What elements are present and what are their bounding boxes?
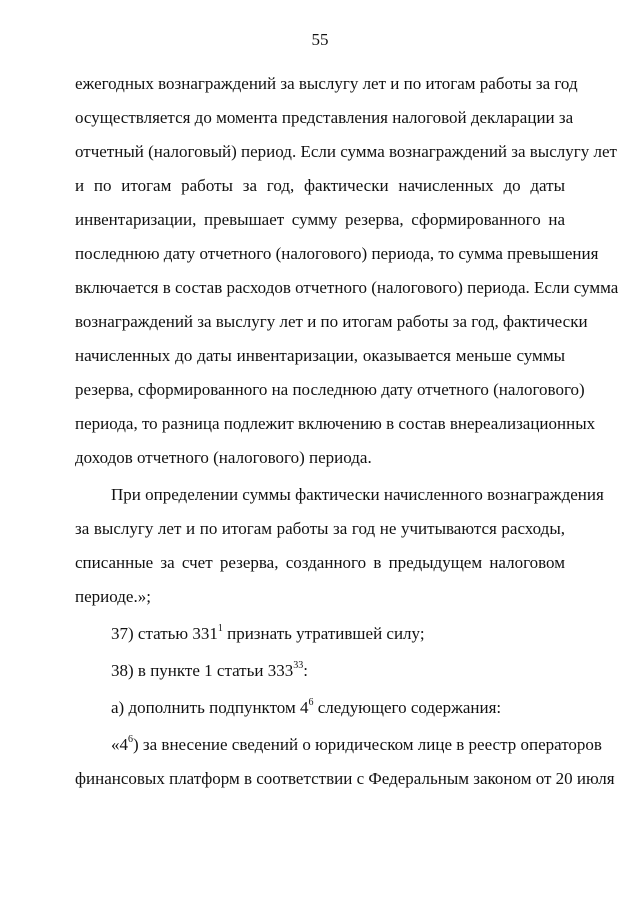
text-line: включается в состав расходов отчетного (налогового) периода. Если сумма (75, 278, 619, 297)
item-38-text-end: : (303, 661, 308, 680)
text-line: вознаграждений за выслугу лет и по итогам работы за год, фактически (75, 312, 588, 331)
item-37-text-end: признать утратившей силу; (222, 624, 425, 643)
item-a-text: а) дополнить подпунктом 4 (111, 698, 309, 717)
text-line: При определении суммы фактически начисленного вознаграждения (111, 485, 604, 504)
item-37-text: 37) статью 331 (111, 624, 218, 643)
text-line: финансовых платформ в соответствии с Федеральным законом от 20 июля (75, 769, 615, 788)
quoted-subitem-superscript: 6 (128, 734, 133, 746)
text-line: и по итогам работы за год, фактически начисленных до даты (75, 176, 565, 195)
page-number: 55 (311, 30, 329, 49)
text-line: последнюю дату отчетного (налогового) периода, то сумма превышения (75, 244, 599, 263)
quoted-subitem (111, 734, 602, 756)
text-line: периоде.»; (75, 587, 151, 606)
text-line: списанные за счет резерва, созданного в предыдущем налоговом (75, 553, 565, 572)
text-line: периода, то разница подлежит включению в состав внереализационных (75, 414, 596, 433)
item-38-superscript: 33 (293, 660, 304, 672)
item-37 (111, 623, 565, 645)
text-line: осуществляется до момента представления налоговой декларации за (75, 108, 574, 127)
item-a-superscript: 6 (308, 697, 314, 709)
quoted-subitem-text-end: ) за внесение сведений о юридическом лице в реестр операторов (133, 735, 602, 754)
item-a-text-end: следующего содержания: (313, 698, 502, 717)
text-line: отчетный (налоговый) период. Если сумма вознаграждений за выслугу лет (75, 142, 617, 161)
text-line: ежегодных вознаграждений за выслугу лет и по итогам работы за год (75, 74, 578, 93)
text-line: доходов отчетного (налогового) периода. (75, 448, 372, 467)
text-line: резерва, сформированного на последнюю дату отчетного (налогового) (75, 380, 585, 399)
quoted-subitem-text: «4 (111, 735, 128, 754)
item-37-superscript: 1 (217, 623, 223, 635)
text-line: за выслугу лет и по итогам работы за год не учитываются расходы, (75, 519, 565, 538)
item-38-text: 38) в пункте 1 статьи 333 (111, 661, 294, 680)
item-a (111, 697, 565, 719)
item-38 (111, 660, 565, 682)
text-line: начисленных до даты инвентаризации, оказывается меньше суммы (75, 346, 565, 365)
text-line: инвентаризации, превышает сумму резерва, сформированного на (75, 210, 565, 229)
